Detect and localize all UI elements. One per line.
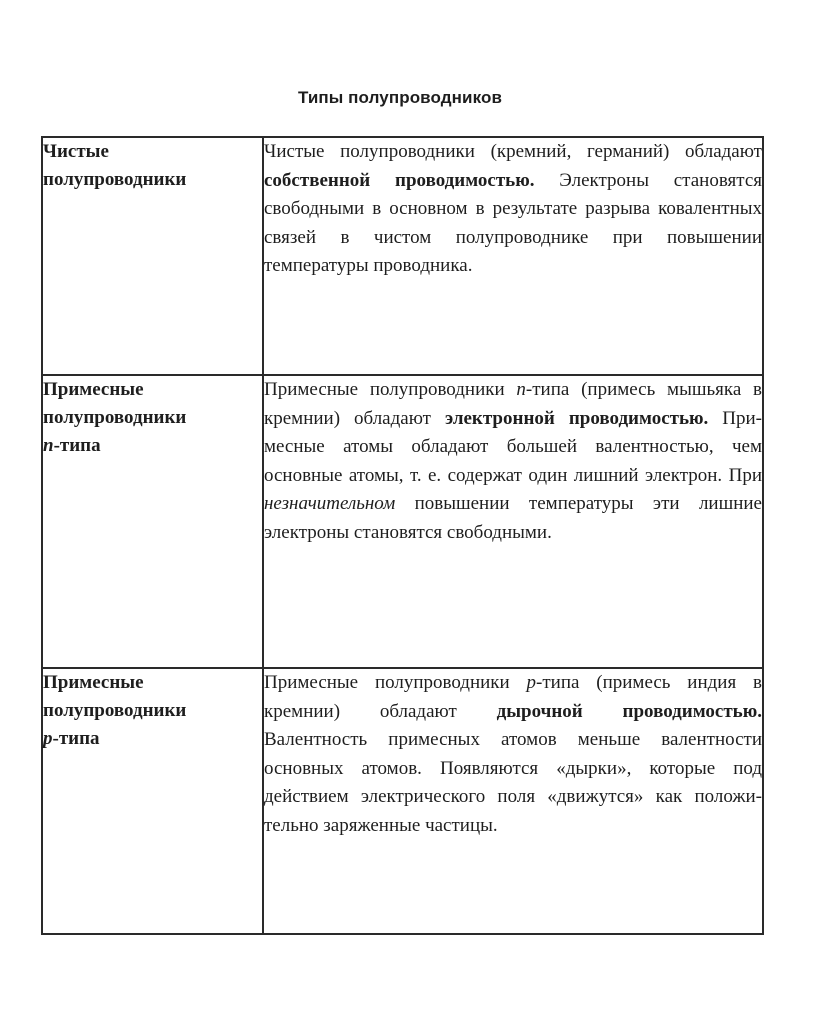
type-name-line: полупроводники	[43, 700, 187, 721]
description-text: Электроны становятся свободными в основном в результате разрыва ковалентных связей в чистом полупроводнике при повышении температуры проводника.	[264, 169, 762, 276]
type-suffix: -типа	[53, 435, 101, 456]
type-description-cell	[263, 668, 763, 934]
description-bold-term: дырочной проводимостью.	[496, 700, 762, 722]
description-bold-term: электронной проводимостью.	[444, 407, 709, 429]
description-italic-letter: р	[526, 672, 537, 693]
description-text: Примесные атомы обладают большей валентностью, чем основные атомы, т. е. содержат один лишний электрон. При	[264, 407, 762, 486]
table-row	[42, 375, 763, 668]
description-italic-word: незначительном	[264, 493, 396, 514]
description-text: Примесные полупроводники	[264, 672, 527, 693]
type-name-cell	[42, 668, 263, 934]
semiconductor-types-table	[41, 136, 764, 935]
type-name-line	[43, 725, 262, 753]
description-bold-term: собственной проводимостью.	[264, 169, 535, 191]
type-name-line	[43, 432, 262, 460]
description-text: Чистые полупроводники (кремний, германий) обладают	[264, 141, 762, 162]
type-name-line: полупроводники	[43, 169, 187, 190]
type-name-cell	[42, 137, 263, 375]
table-title: Типы полупроводников	[297, 88, 502, 107]
type-name-line: Чистые	[43, 141, 109, 162]
type-suffix: -типа	[52, 728, 100, 749]
description-text: -типа (примесь индия в кремнии) обладают	[264, 672, 762, 722]
type-name-line: Примесные	[43, 672, 144, 693]
type-name-line: полупроводники	[43, 407, 187, 428]
table-row	[42, 137, 763, 375]
description-text: -типа (примесь мышьяка в кремнии) обладают	[264, 379, 762, 429]
description-text: Примесные полупроводники	[264, 379, 517, 400]
table-row	[42, 668, 763, 934]
type-letter: р	[43, 728, 53, 749]
type-description-cell	[263, 375, 763, 668]
type-letter: n	[43, 435, 54, 456]
description-italic-letter: n	[516, 379, 526, 400]
description-text: Валентность примесных атомов меньше валентности основных атомов. Появляются «дырки», которые под действием электрического поля «движутся» как положительно заряженные частицы.	[264, 729, 762, 836]
description-text: повышении температуры эти лишние электроны становятся свободными.	[264, 493, 762, 543]
type-description-cell	[263, 137, 763, 375]
type-name-line: Примесные	[43, 379, 144, 400]
type-name-cell	[42, 375, 263, 668]
